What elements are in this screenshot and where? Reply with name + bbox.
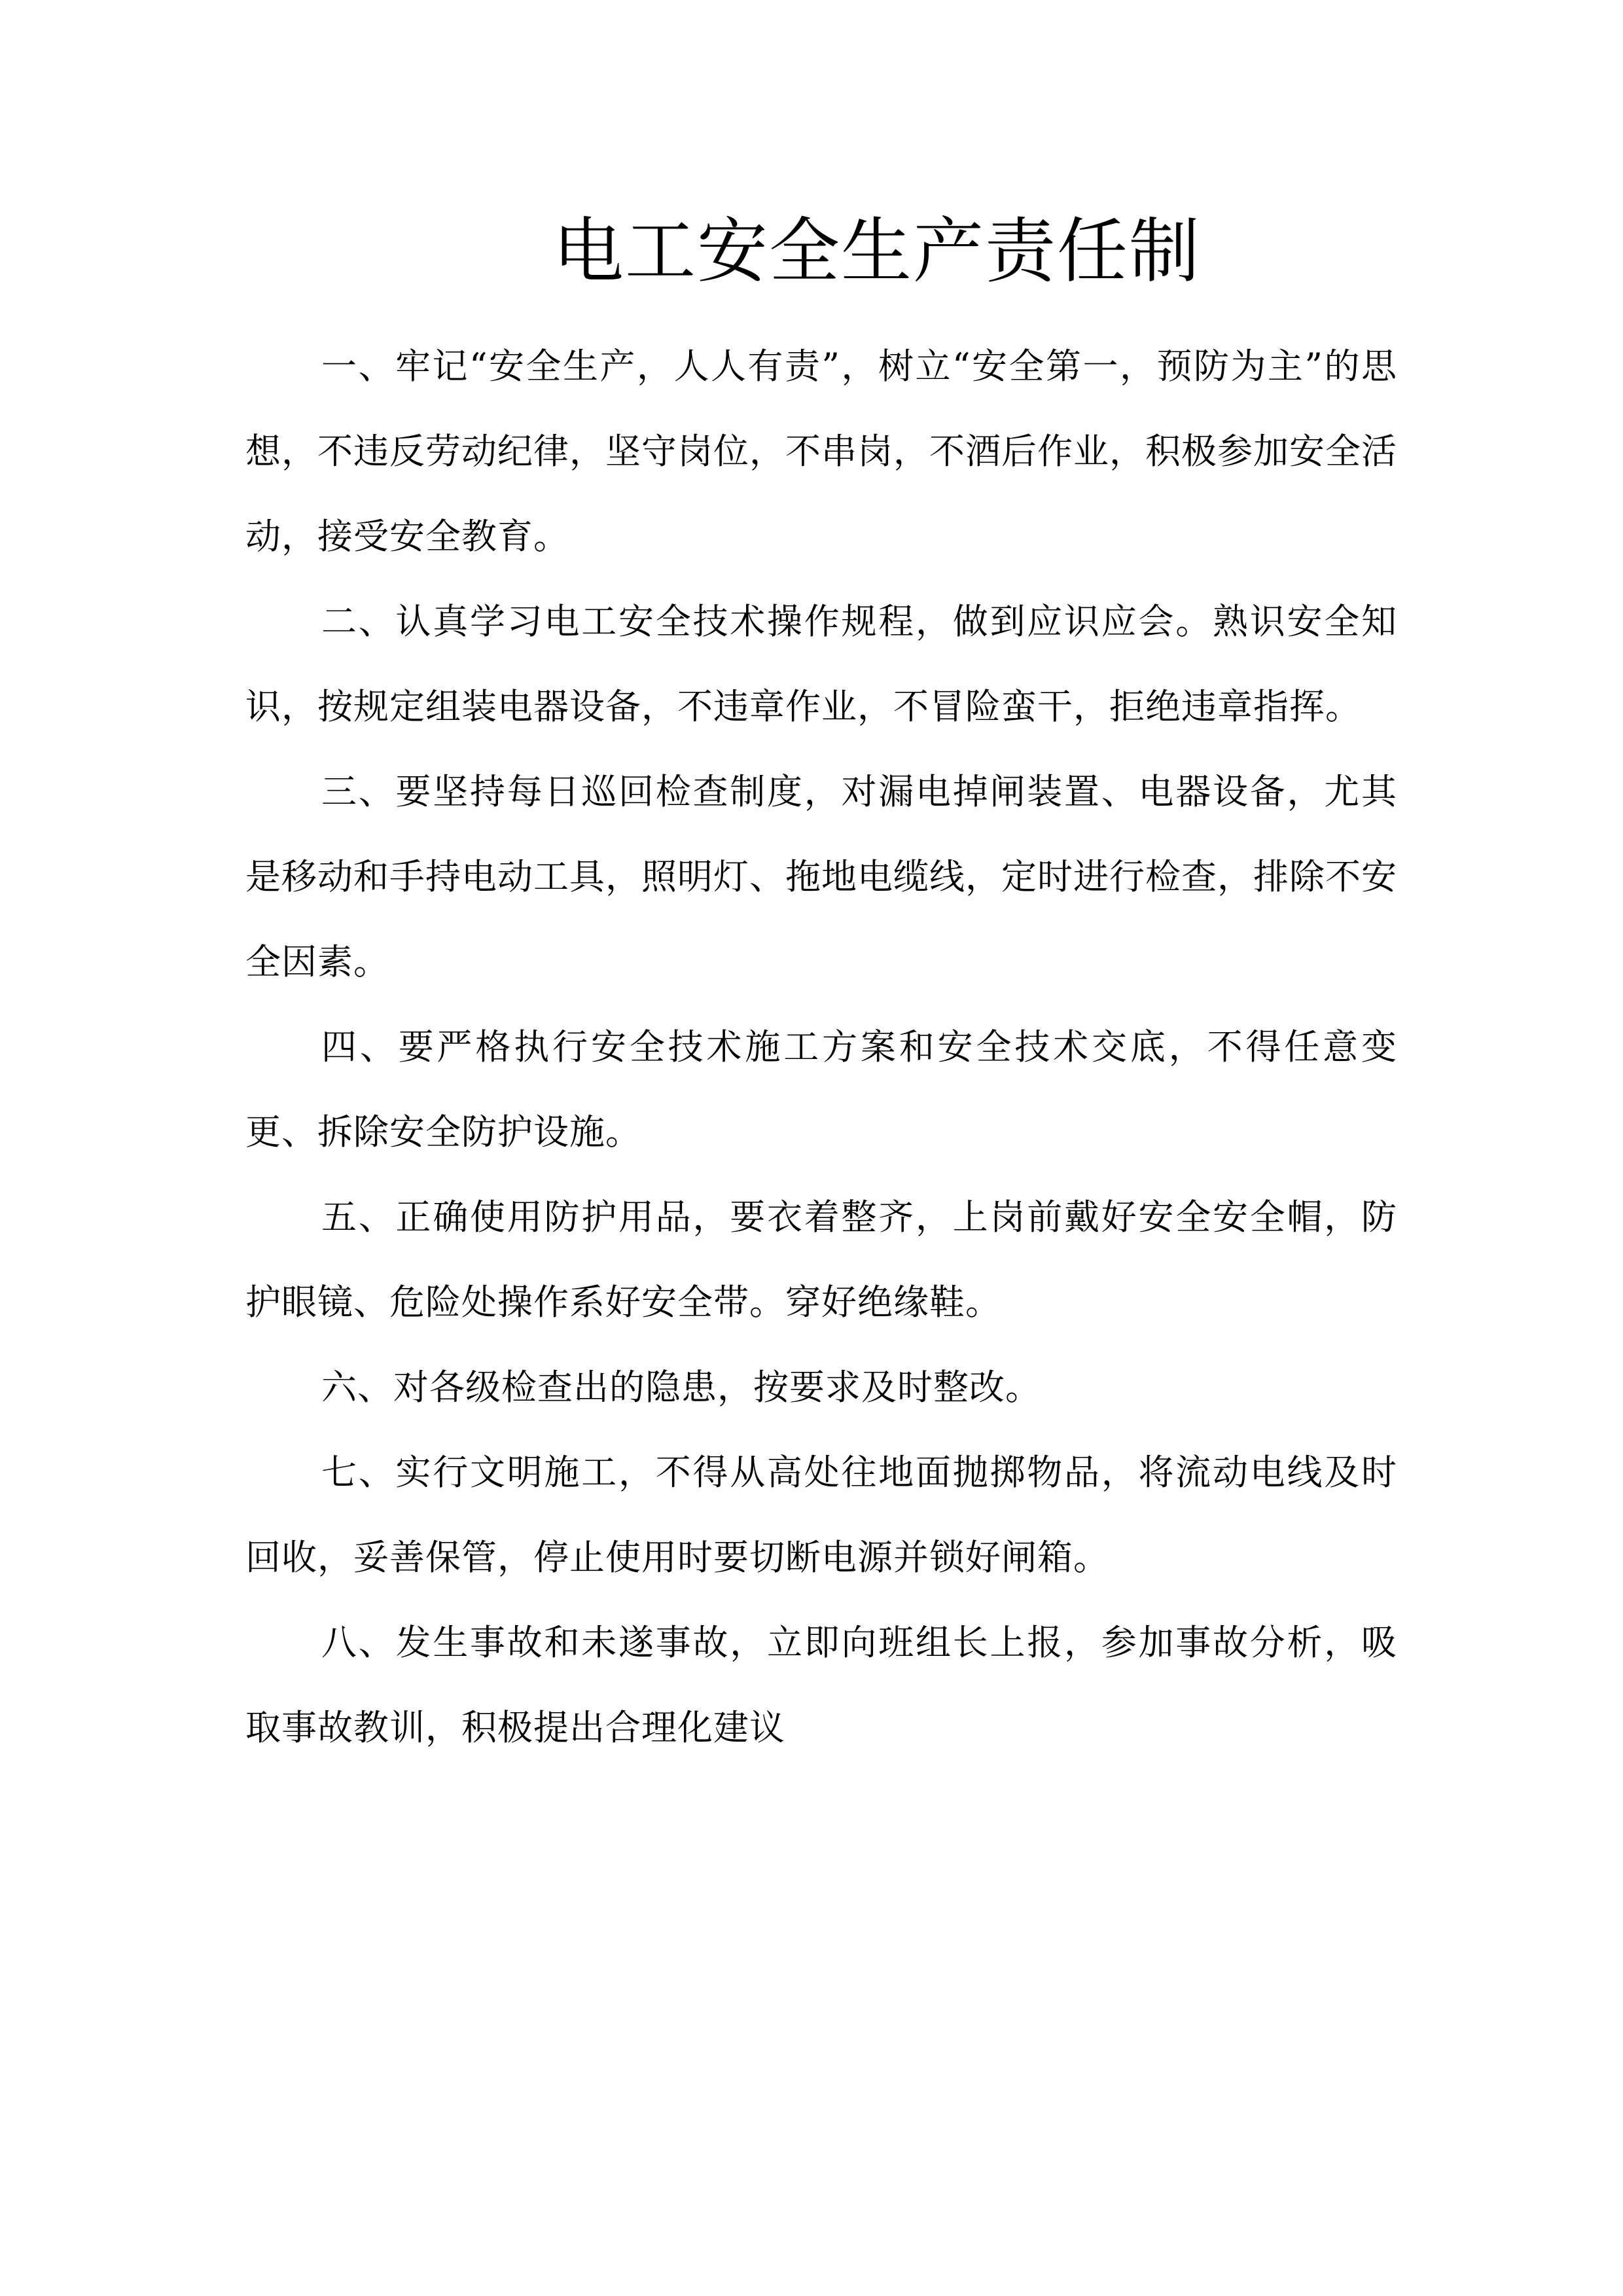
paragraph-1: 一、牢记“安全生产，人人有责”，树立“安全第一，预防为主”的思想，不违反劳动纪律，坚守岗位，不串岗，不酒后作业，积极参加安全活动，接受安全教育。 <box>245 346 1397 557</box>
document-body <box>245 324 1397 1770</box>
paragraph-3: 三、要坚持每日巡回检查制度，对漏电掉闸装置、电器设备，尤其是移动和手持电动工具，照明灯、拖地电缆线，定时进行检查，排除不安全因素。 <box>245 771 1397 982</box>
paragraph-7: 七、实行文明施工，不得从高处往地面抛掷物品，将流动电线及时回收，妥善保管，停止使用时要切断电源并锁好闸箱。 <box>245 1452 1397 1578</box>
paragraph-5: 五、正确使用防护用品，要衣着整齐，上岗前戴好安全安全帽，防护眼镜、危险处操作系好安全带。穿好绝缘鞋。 <box>245 1196 1397 1323</box>
paragraph-4: 四、要严格执行安全技术施工方案和安全技术交底，不得任意变更、拆除安全防护设施。 <box>245 1026 1397 1153</box>
paragraph-8: 八、发生事故和未遂事故，立即向班组长上报，参加事故分析，吸取事故教训，积极提出合理化建议 <box>245 1622 1397 1748</box>
paragraph-6: 六、对各级检查出的隐患，按要求及时整改。 <box>321 1367 1041 1408</box>
document-title: 电工安全生产责任制 <box>552 211 1201 293</box>
paragraph-2: 二、认真学习电工安全技术操作规程，做到应识应会。熟识安全知识，按规定组装电器设备，不违章作业，不冒险蛮干，拒绝违章指挥。 <box>245 601 1397 727</box>
